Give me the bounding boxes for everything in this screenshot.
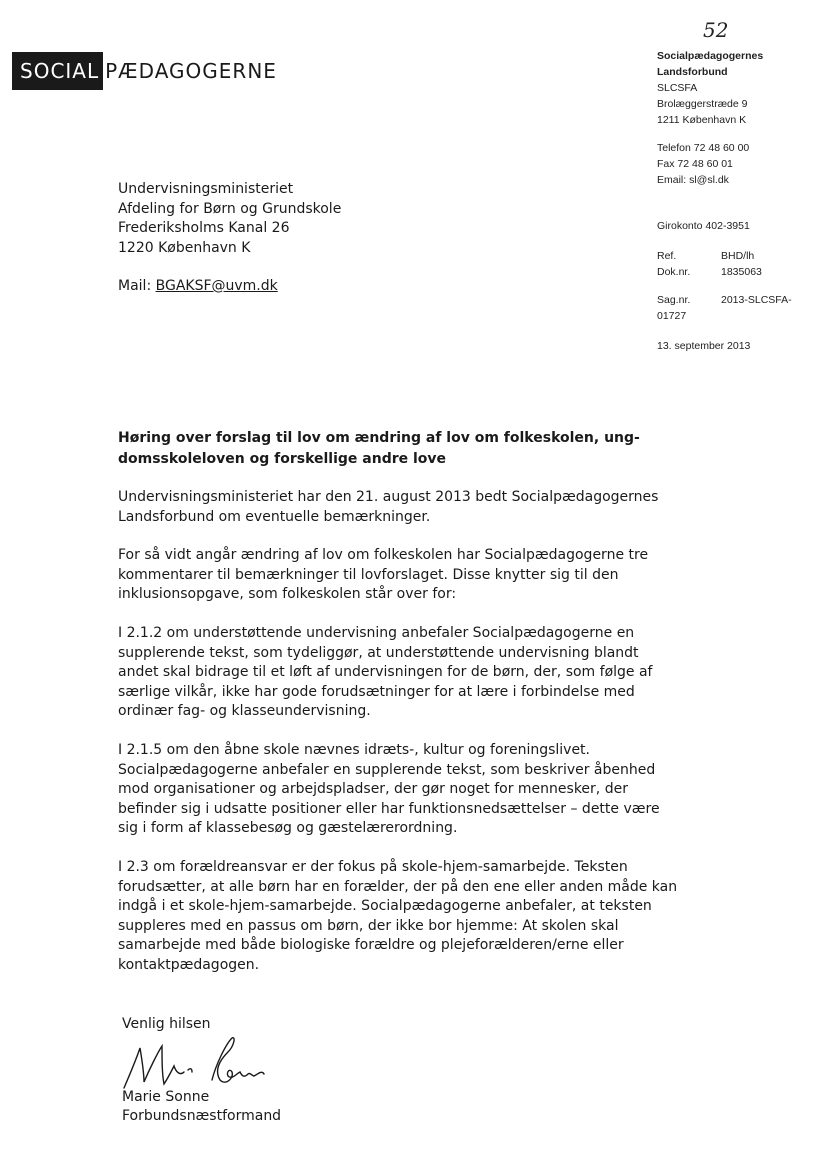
body-paragraph: For så vidt angår ændring af lov om folkeskolen har Socialpædagogerne tre kommentarer til bemærkninger til lovforslaget. Disse knytter sig til den inklusionsopgave, som folkeskolen står over for: — [118, 547, 649, 603]
recipient-mail — [118, 278, 278, 294]
sag-row — [657, 292, 792, 308]
mail-link[interactable]: BGAKSF@uvm.dk — [155, 278, 278, 294]
sender-info — [657, 48, 792, 354]
sender-org-line2: Landsforbund — [657, 66, 728, 78]
recipient-line1: Undervisningsministeriet — [118, 181, 294, 197]
subject-line1: Høring over forslag til lov om ændring af lov om folkeskolen, ung- — [118, 430, 640, 446]
body-paragraph: Undervisningsministeriet har den 21. august 2013 bedt Socialpædagogernes Landsforbund om eventuelle bemærkninger. — [118, 489, 659, 525]
letter-date: 13. september 2013 — [657, 340, 751, 352]
page-number: 52 — [703, 18, 729, 42]
sender-city: 1211 København K — [657, 114, 747, 126]
signature — [116, 1030, 276, 1092]
body-paragraph: I 2.1.5 om den åbne skole nævnes idræts-, kultur og foreningslivet. Socialpædagogerne anbefaler en supplerende tekst, som beskriver åbenhed mod organisationer og arbejdspladser, der gør noget for mennesker, der befinder sig i udsatte positioner eller har funktionsnedsættelser – dette være sig i form af klassebesøg og gæstelærerordning. — [118, 741, 660, 837]
logo — [12, 52, 277, 90]
logo-light-part: PÆDAGOGERNE — [105, 59, 277, 83]
body-paragraph: I 2.3 om forældreansvar er der fokus på skole-hjem-samarbejde. Teksten forudsætter, at alle børn har en forælder, der på den ene eller anden måde kan indgå i et skole-hjem-samarbejde. Socialpædagogerne anbefaler, at teksten suppleres med en passus om børn, der ikke bor hjemme: At skolen skal samarbejde med både biologiske forældre og plejeforælderen/erne eller kontaktpædagogen. — [118, 858, 678, 973]
recipient-line4: 1220 København K — [118, 239, 251, 256]
logo-dark-part: SOCIAL — [12, 52, 103, 90]
closing-greeting: Venlig hilsen — [122, 1016, 211, 1032]
letter-body — [118, 488, 678, 994]
recipient-address — [118, 180, 341, 258]
signer-block — [122, 1088, 281, 1126]
sender-abbr: SLCSFA — [657, 82, 698, 94]
signer-title: Forbundsnæstformand — [122, 1108, 282, 1124]
subject-heading — [118, 428, 678, 470]
dok-row — [657, 264, 792, 280]
recipient-line2: Afdeling for Børn og Grundskole — [118, 200, 342, 217]
sender-fax: Fax 72 48 60 01 — [657, 158, 733, 170]
sender-org-line1: Socialpædagogernes — [657, 50, 764, 62]
ref-label: Ref. — [657, 250, 677, 262]
body-paragraph: I 2.1.2 om understøttende undervisning anbefaler Socialpædagogerne en supplerende tekst, som tydeliggør, at understøttende undervisning blandt andet skal bidrage til et løft af undervisningen for de børn, der, som følge af særlige vilkår, ikke har gode forudsætninger for at lære i forbindelse med ordinær fag- og klasseundervisning. — [118, 624, 653, 720]
dok-label: Dok.nr. — [657, 266, 691, 278]
subject-line2: domsskoleloven og forskellige andre love — [118, 451, 447, 467]
sender-street: Brolæggerstræde 9 — [657, 98, 748, 110]
recipient-line3: Frederiksholms Kanal 26 — [118, 220, 290, 236]
sender-email: Email: sl@sl.dk — [657, 174, 729, 186]
sag-value-cont: 01727 — [657, 310, 687, 322]
sender-giro: Girokonto 402-3951 — [657, 220, 750, 232]
mail-label: Mail: — [118, 278, 152, 294]
sender-phone: Telefon 72 48 60 00 — [657, 142, 750, 154]
sag-value: 2013-SLCSFA- — [721, 294, 792, 306]
sag-label: Sag.nr. — [657, 294, 691, 306]
ref-row — [657, 248, 792, 264]
ref-value: BHD/lh — [721, 250, 755, 262]
signer-name: Marie Sonne — [122, 1089, 210, 1105]
dok-value: 1835063 — [721, 266, 762, 278]
